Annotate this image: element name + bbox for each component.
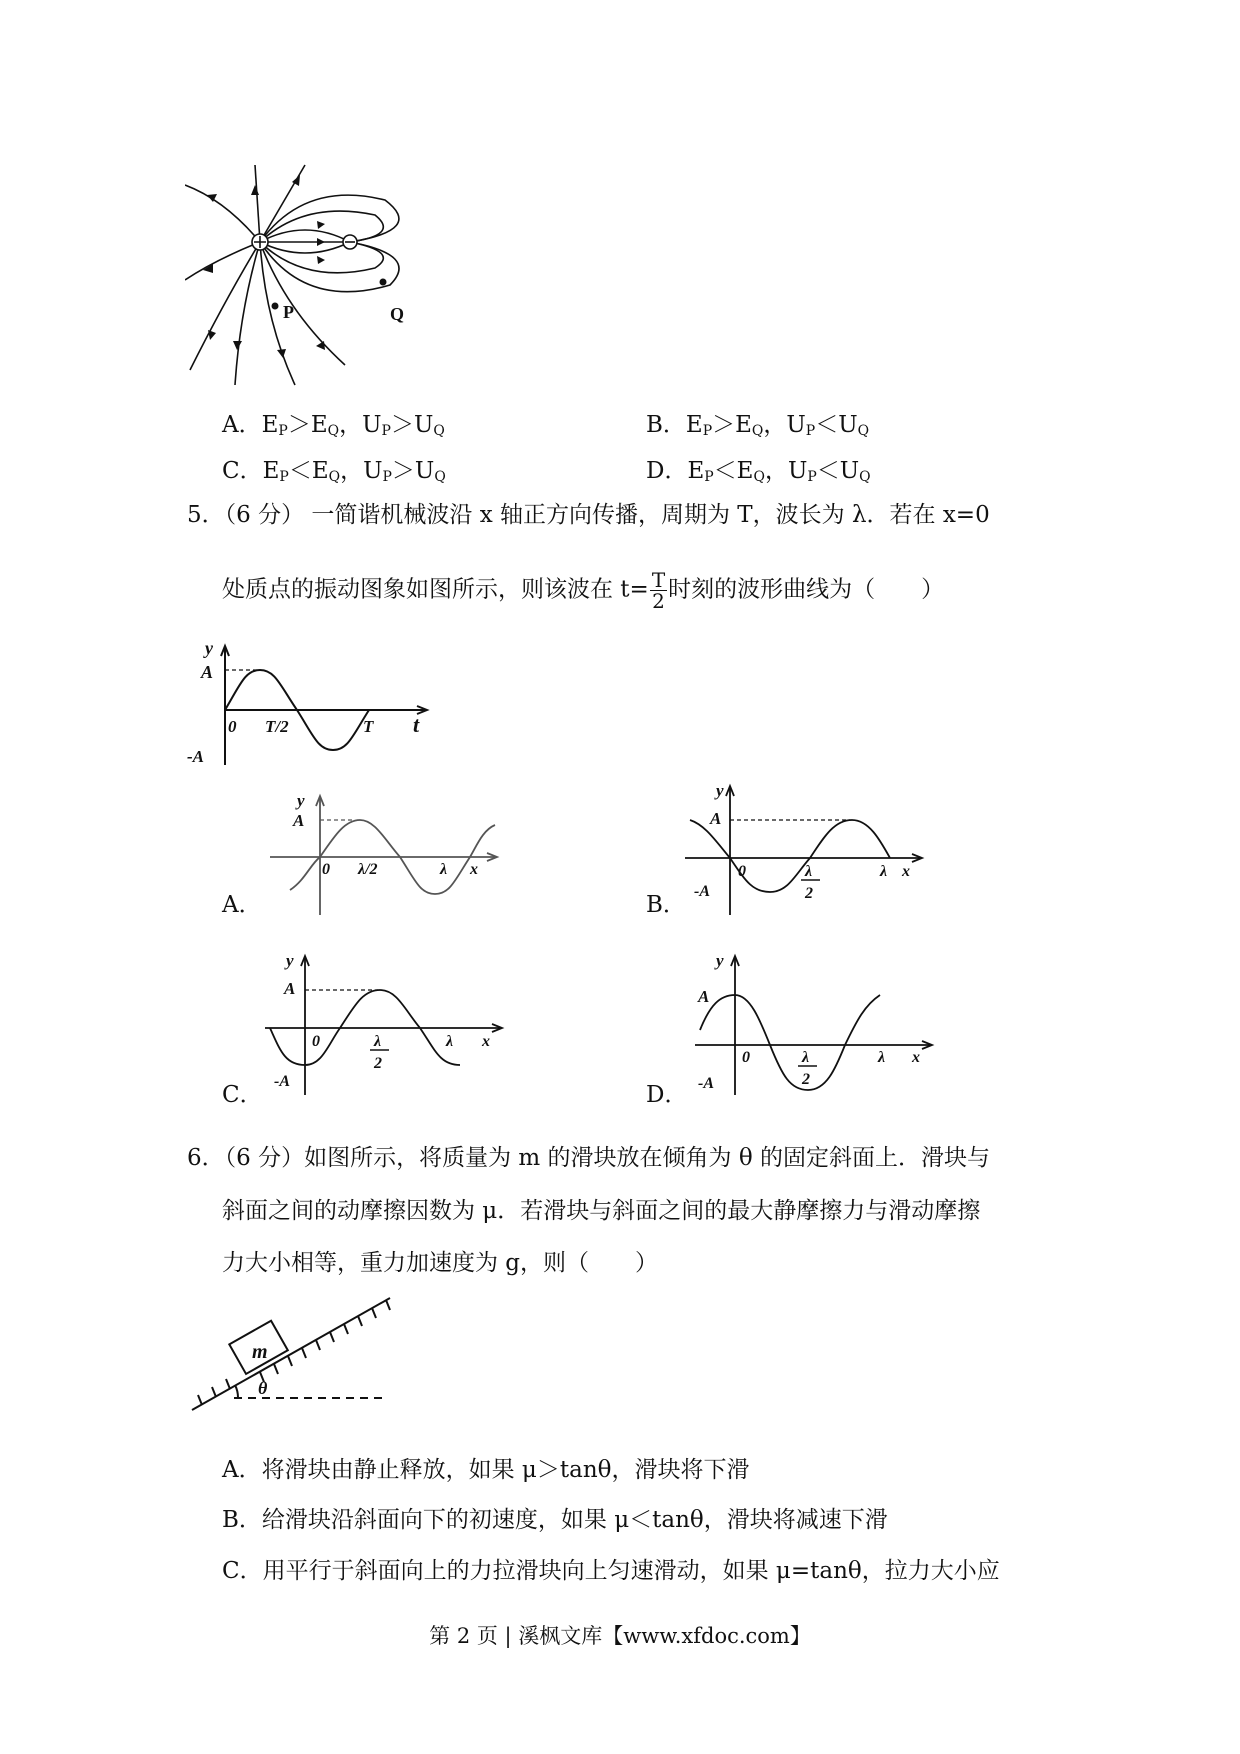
wave-graph-b: [680, 780, 940, 920]
electric-field-figure: [185, 160, 425, 390]
graph-b-a-label: A: [710, 809, 722, 828]
q6-option-a: A．将滑块由静止释放，如果 μ＞tanθ，滑块将下滑: [222, 1457, 750, 1483]
graph-d-y-label: y: [716, 951, 724, 970]
graph-d-lambda-label: λ: [878, 1049, 886, 1066]
graph-b-neg-a-label: -A: [694, 883, 710, 900]
q4-option-b: B．$E_P>E_Q$，$U_P<U_Q$: [646, 412, 870, 439]
q4-option-a: A．$E_P>E_Q$，$U_P>U_Q$: [222, 412, 445, 439]
graph-c-lambda-label: λ: [446, 1033, 454, 1050]
graph-period-label: T: [363, 717, 374, 736]
q5-option-d-label: D．: [646, 1082, 688, 1108]
graph-y-label: y: [205, 640, 213, 658]
q6-option-c: C．用平行于斜面向上的力拉滑块向上匀速滑动，如果 μ=tanθ，拉力大小应: [222, 1558, 1000, 1584]
graph-c-a-label: A: [284, 979, 296, 998]
wave-graph-a: [265, 790, 505, 920]
incline-figure: [190, 1290, 400, 1420]
graph-c-origin-label: 0: [312, 1033, 320, 1050]
graph-d-origin-label: 0: [742, 1049, 750, 1066]
graph-d-neg-a-label: -A: [698, 1075, 714, 1092]
graph-b-half-num-label: λ: [805, 863, 813, 880]
q5-option-c-label: C．: [222, 1082, 263, 1108]
graph-origin-label: 0: [228, 717, 237, 736]
point-q-label: Q: [390, 304, 405, 324]
graph-half-period-label: T/2: [265, 717, 289, 736]
graph-c-y-label: y: [286, 951, 294, 970]
vibration-graph: [185, 640, 435, 770]
graph-d-half-num-label: λ: [802, 1049, 810, 1066]
fraction-t-over-2: $\frac{T}{2}$: [651, 568, 666, 613]
graph-a-origin-label: 0: [322, 861, 330, 878]
angle-theta-label: θ: [258, 1378, 268, 1398]
graph-a-lambda-label: λ: [440, 861, 448, 878]
graph-b-half-den-label: 2: [805, 885, 813, 902]
graph-b-x-label: x: [902, 863, 910, 880]
q6-option-b: B．给滑块沿斜面向下的初速度，如果 μ＜tanθ，滑块将减速下滑: [222, 1507, 888, 1533]
q5-stem-line1: 5．（6 分） 一简谐机械波沿 x 轴正方向传播，周期为 T，波长为 λ．若在 x=0: [187, 502, 990, 528]
graph-b-lambda-label: λ: [880, 863, 888, 880]
graph-d-half-den-label: 2: [802, 1071, 810, 1088]
q6-stem-line1: 6．（6 分）如图所示，将质量为 m 的滑块放在倾角为 θ 的固定斜面上．滑块与: [187, 1145, 990, 1171]
q5-stem-line2: 处质点的振动图象如图所示，则该波在 t= $\frac{T}{2}$ 时刻的波形曲线为（ ）: [222, 568, 945, 613]
graph-b-y-label: y: [716, 781, 724, 800]
graph-c-half-num-label: λ: [374, 1033, 382, 1050]
graph-c-neg-a-label: -A: [274, 1073, 290, 1090]
graph-b-origin-label: 0: [738, 863, 746, 880]
graph-a-label: A: [201, 662, 214, 682]
q5-option-a-label: A．: [222, 892, 262, 918]
q4-option-d: D．$E_P<E_Q$，$U_P<U_Q$: [646, 458, 871, 485]
q5-option-b-label: B．: [646, 892, 686, 918]
q6-stem-line2: 斜面之间的动摩擦因数为 μ．若滑块与斜面之间的最大静摩擦力与滑动摩擦: [222, 1198, 981, 1224]
graph-neg-a-label: -A: [187, 747, 204, 766]
graph-d-a-label: A: [698, 987, 710, 1006]
q6-stem-line3: 力大小相等，重力加速度为 g，则（ ）: [222, 1250, 659, 1276]
graph-a-y-label: y: [297, 791, 305, 810]
graph-a-half-lambda-label: λ/2: [358, 861, 378, 878]
point-p-label: P: [283, 302, 294, 322]
q4-option-c: C．$E_P<E_Q$，$U_P>U_Q$: [222, 458, 446, 485]
graph-a-x-label: x: [470, 861, 478, 878]
graph-a-a-label: A: [293, 811, 305, 830]
wave-graph-c: [260, 950, 510, 1100]
graph-c-x-label: x: [482, 1033, 490, 1050]
graph-c-half-den-label: 2: [374, 1055, 382, 1072]
graph-d-x-label: x: [912, 1049, 920, 1066]
block-mass-label: m: [252, 1341, 268, 1363]
page-footer: 第 2 页 | 溪枫文库【www.xfdoc.com】: [429, 1624, 811, 1648]
graph-t-axis-label: t: [413, 712, 420, 737]
wave-graph-d: [690, 950, 940, 1100]
